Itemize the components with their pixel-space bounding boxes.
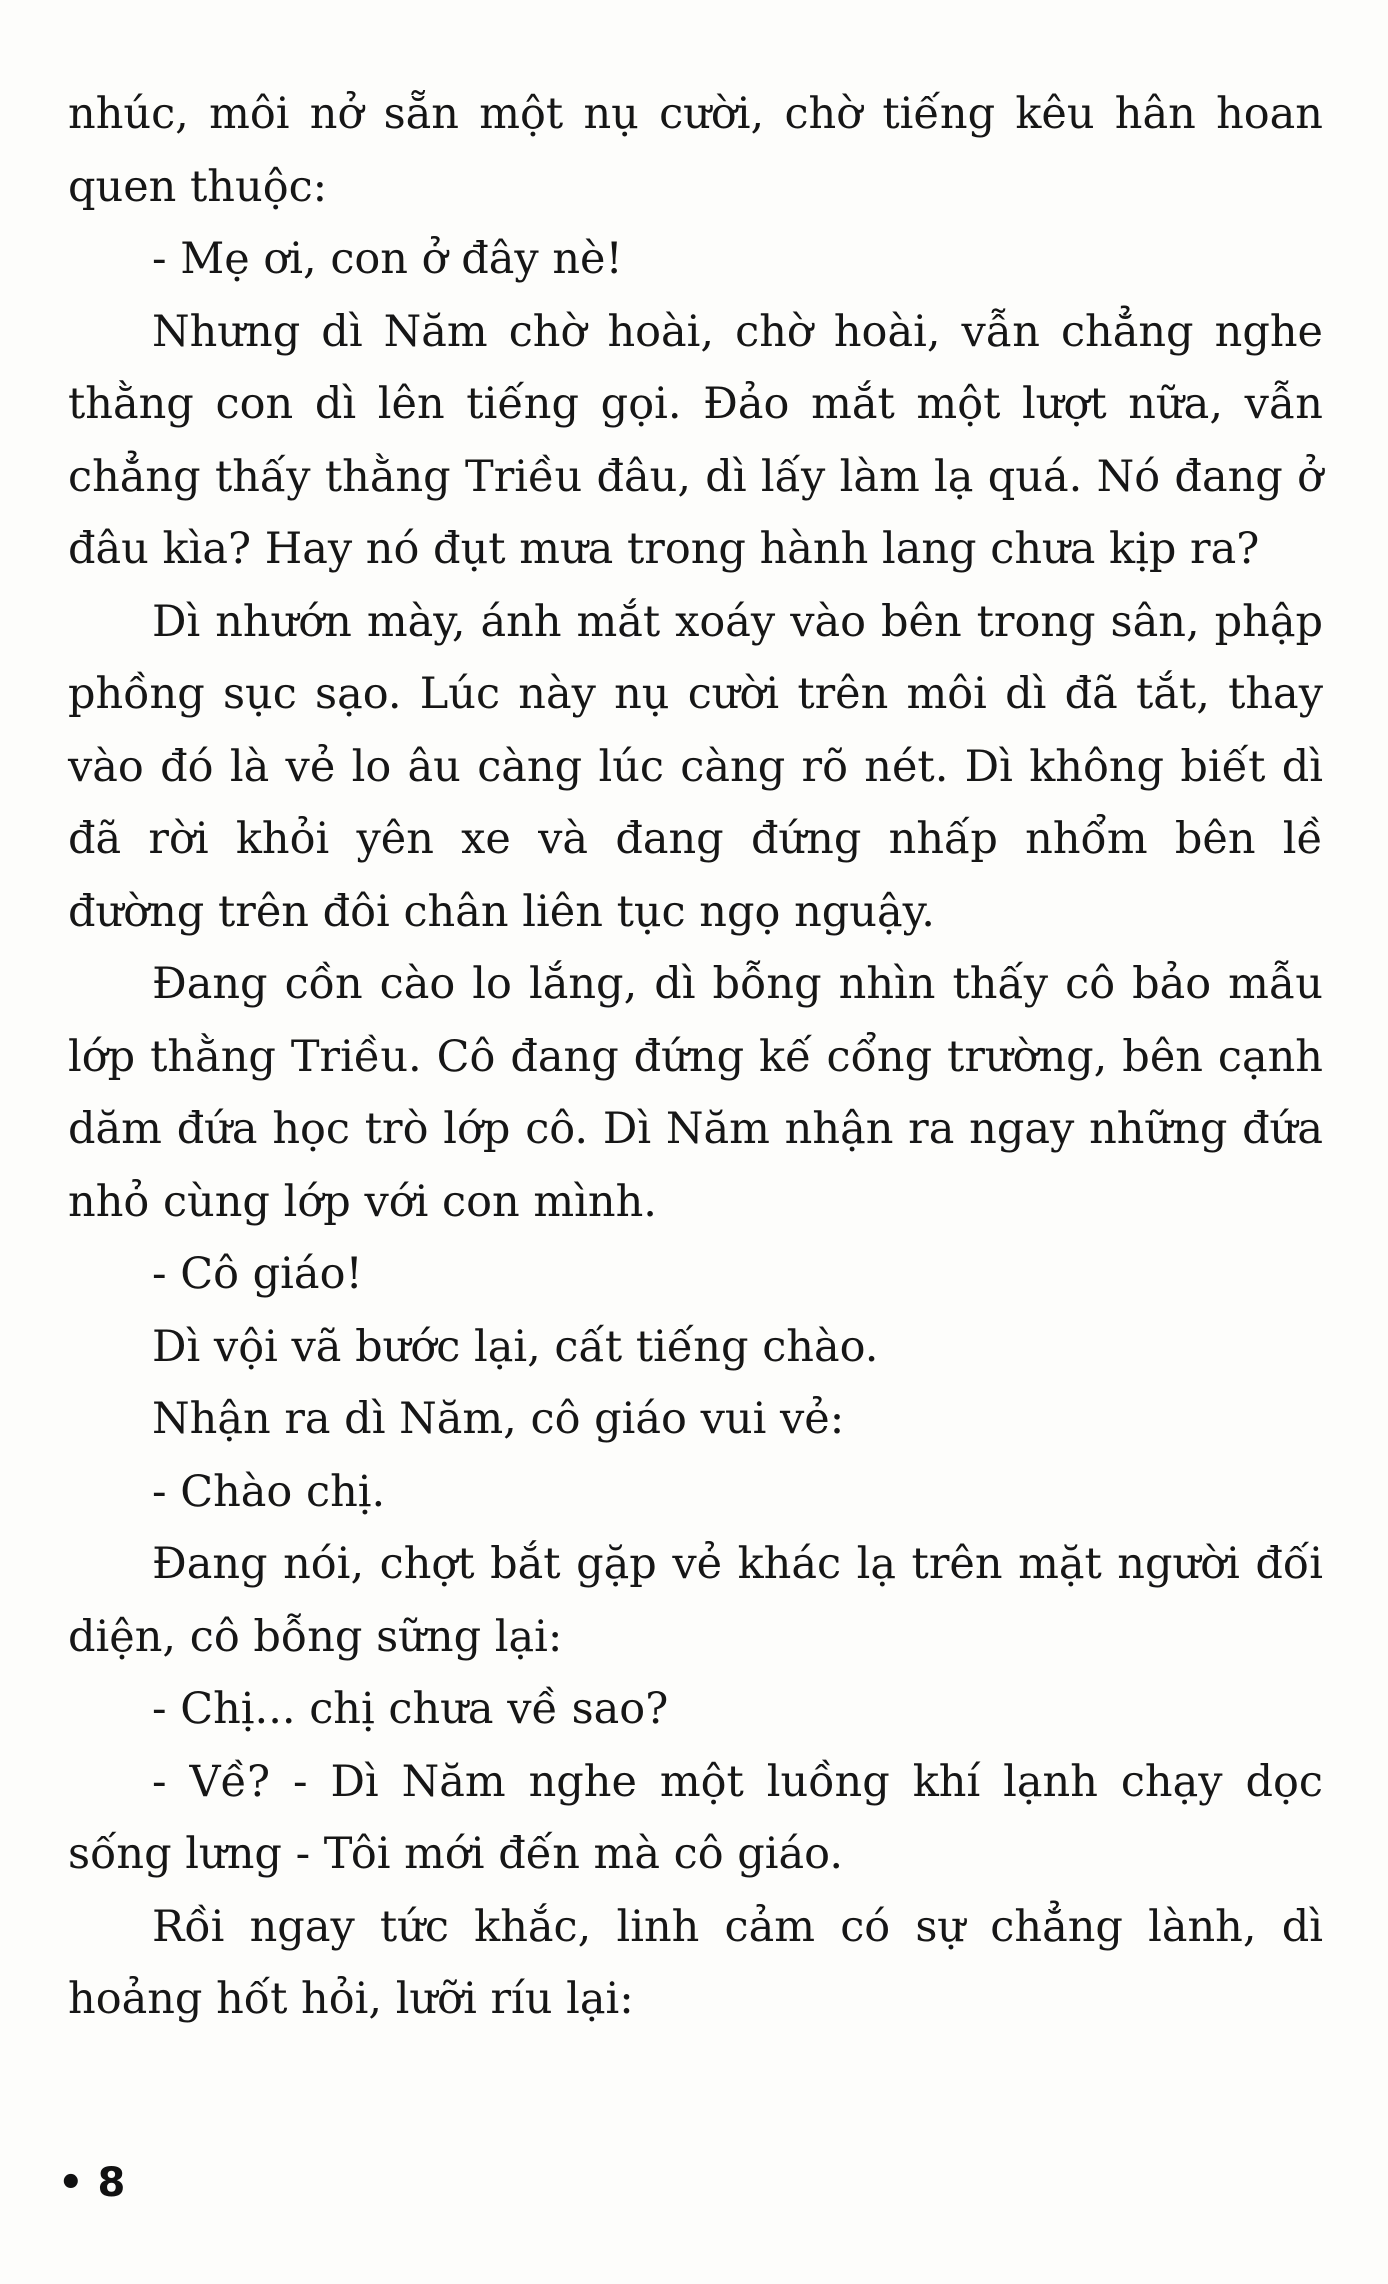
- page-number: • 8: [58, 2160, 126, 2206]
- paragraph: Đang cồn cào lo lắng, dì bỗng nhìn thấy cô bảo mẫu lớp thằng Triều. Cô đang đứng kế cổng trường, bên cạnh dăm đứa học trò lớp cô. Dì Năm nhận ra ngay những đứa nhỏ cùng lớp với con mình.: [68, 959, 1323, 1227]
- body-text: [68, 78, 1323, 2036]
- paragraph: Đang nói, chợt bắt gặp vẻ khác lạ trên mặt người đối diện, cô bỗng sững lại:: [68, 1539, 1323, 1662]
- paragraph: Dì nhướn mày, ánh mắt xoáy vào bên trong sân, phập phồng sục sạo. Lúc này nụ cười trên môi dì đã tắt, thay vào đó là vẻ lo âu càng lúc càng rõ nét. Dì không biết dì đã rời khỏi yên xe và đang đứng nhấp nhổm bên lề đường trên đôi chân liên tục ngọ nguậy.: [68, 596, 1323, 937]
- dialogue-line: - Mẹ ơi, con ở đây nè!: [152, 234, 623, 284]
- paragraph: Rồi ngay tức khắc, linh cảm có sự chẳng lành, dì hoảng hốt hỏi, lưỡi ríu lại:: [68, 1901, 1323, 2024]
- dialogue-line: - Chào chị.: [152, 1466, 386, 1517]
- dialogue-line: - Chị... chị chưa về sao?: [152, 1684, 669, 1734]
- paragraph: Nhưng dì Năm chờ hoài, chờ hoài, vẫn chẳng nghe thằng con dì lên tiếng gọi. Đảo mắt một lượt nữa, vẫn chẳng thấy thằng Triều đâu, dì lấy làm lạ quá. Nó đang ở đâu kìa? Hay nó đụt mưa trong hành lang chưa kịp ra?: [68, 306, 1323, 574]
- paragraph: Dì vội vã bước lại, cất tiếng chào.: [152, 1321, 879, 1372]
- dialogue-line: - Về? - Dì Năm nghe một luồng khí lạnh chạy dọc sống lưng - Tôi mới đến mà cô giáo.: [68, 1756, 1323, 1879]
- paragraph: Nhận ra dì Năm, cô giáo vui vẻ:: [152, 1394, 845, 1444]
- paragraph-continuation: nhúc, môi nở sẵn một nụ cười, chờ tiếng kêu hân hoan quen thuộc:: [68, 89, 1323, 212]
- dialogue-line: - Cô giáo!: [152, 1249, 363, 1299]
